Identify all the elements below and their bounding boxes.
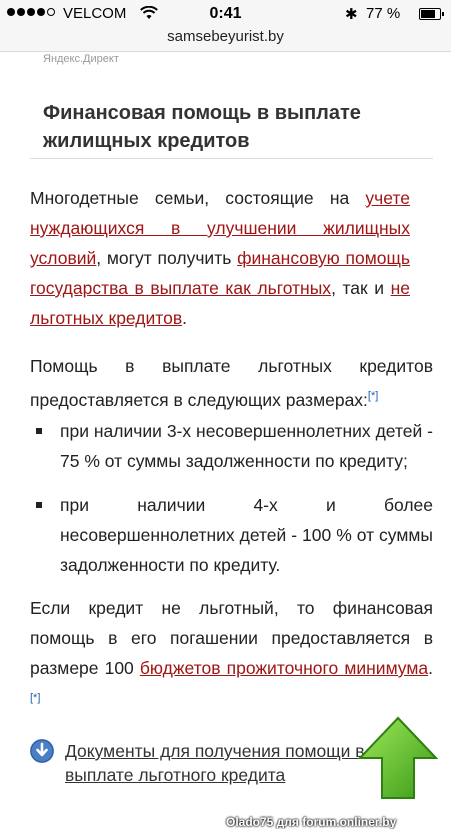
link-subsistence-minimum[interactable]: бюджетов прожиточного минимума [139,658,429,678]
battery-percentage: 77 % [366,5,401,22]
reference-link[interactable]: [*] [367,390,379,402]
heading-divider [30,158,433,159]
list-item [30,416,433,476]
scroll-up-arrow-icon[interactable] [358,716,438,805]
list-item-text: при наличии 4-х и более несовершеннолетних детей - 100 % от суммы задолженности по кредиту. [60,495,433,575]
paragraph-non-preferential [30,593,433,717]
list-item-text: при наличии 3-х несовершеннолетних детей - 75 % от суммы задолженности по кредиту; [60,421,433,471]
intro-text-3: , так и [331,278,391,298]
list-item [30,490,433,580]
ad-label[interactable]: Яндекс.Директ [43,53,119,65]
link-financial-help[interactable]: финансовую помощь государства в выплате как льготных [30,248,410,298]
clock: 0:41 [209,5,242,22]
amounts-list [30,416,433,594]
battery-icon [419,8,441,20]
paragraph-amounts [30,351,433,415]
download-arrow-icon [30,739,54,763]
page-content [0,51,451,829]
status-bar [0,0,451,26]
link-housing-registry[interactable]: учете нуждающихся в улучшении жилищных условий [30,188,410,268]
bullet-icon [36,428,42,434]
carrier-name: VELCOM [63,5,127,22]
link-non-preferential-credits[interactable]: не льготных кредитов [30,278,411,328]
browser-top-bar [0,0,451,52]
bullet-icon [36,502,42,508]
documents-link[interactable]: Документы для получения помощи в выплате льготного кредита [65,741,365,785]
bluetooth-icon: ✱ [345,6,358,23]
intro-text-4: . [182,308,187,328]
non-pref-text-1: Если кредит не льготный, то финансовая помощь в его погашении предоставляется в размере 100 [30,598,433,678]
watermark-text: Olado75 для forum.onliner.by [226,815,397,829]
intro-text-2: , могут получить [96,248,238,268]
intro-text-1: Многодетные семьи, состоящие на [30,188,366,208]
non-pref-text-2: . [428,658,433,678]
reference-link[interactable]: [*] [30,692,41,704]
page-heading: Финансовая помощь в выплате жилищных кредитов [43,102,361,152]
address-bar-url[interactable]: samsebeyurist.by [167,28,284,45]
amounts-text: Помощь в выплате льготных кредитов предоставляется в следующих размерах: [30,356,433,410]
paragraph-intro [30,183,410,333]
